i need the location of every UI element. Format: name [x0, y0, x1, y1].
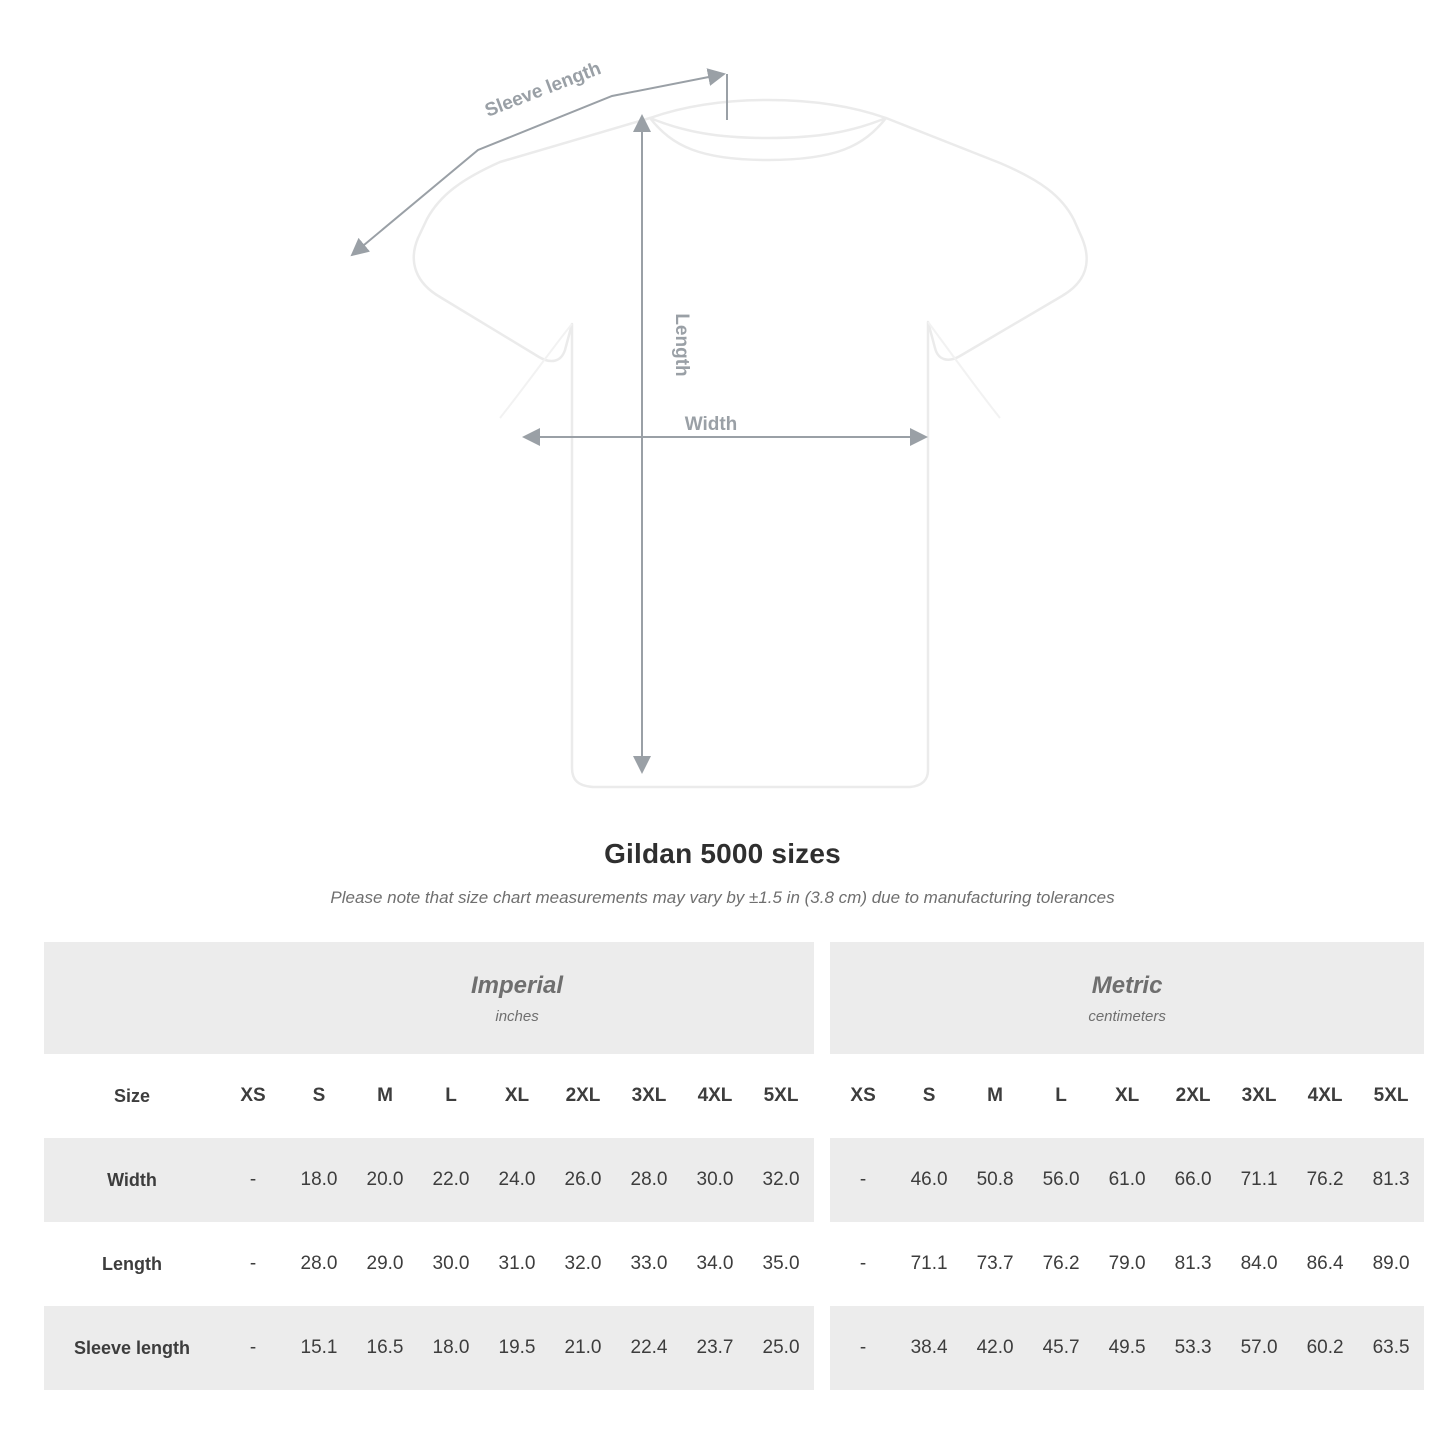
cell-width-imperial-xl: 24.0	[484, 1138, 550, 1222]
cell-width-imperial-m: 20.0	[352, 1138, 418, 1222]
cell-width-metric-2xl: 66.0	[1160, 1138, 1226, 1222]
size-col-imperial-4xl: 4XL	[682, 1054, 748, 1138]
cell-length-imperial-4xl: 34.0	[682, 1222, 748, 1306]
cell-sleeve-metric-xl: 49.5	[1094, 1306, 1160, 1390]
unit-name-metric: Metric	[1091, 971, 1163, 999]
size-col-metric-m: M	[962, 1054, 1028, 1138]
size-table	[44, 942, 1424, 1390]
cell-sleeve-imperial-m: 16.5	[352, 1306, 418, 1390]
cell-length-metric-l: 76.2	[1028, 1222, 1094, 1306]
size-col-metric-xl: XL	[1094, 1054, 1160, 1138]
cell-length-imperial-m: 29.0	[352, 1222, 418, 1306]
size-col-imperial-xs: XS	[220, 1054, 286, 1138]
cell-length-metric-xs: -	[830, 1222, 896, 1306]
size-col-metric-4xl: 4XL	[1292, 1054, 1358, 1138]
unit-head-imperial	[220, 942, 814, 1054]
cell-sleeve-metric-l: 45.7	[1028, 1306, 1094, 1390]
cell-sleeve-imperial-5xl: 25.0	[748, 1306, 814, 1390]
cell-width-metric-5xl: 81.3	[1358, 1138, 1424, 1222]
cell-length-metric-4xl: 86.4	[1292, 1222, 1358, 1306]
cell-length-imperial-2xl: 32.0	[550, 1222, 616, 1306]
cell-sleeve-imperial-3xl: 22.4	[616, 1306, 682, 1390]
cell-width-metric-m: 50.8	[962, 1138, 1028, 1222]
cell-sleeve-imperial-4xl: 23.7	[682, 1306, 748, 1390]
table-row	[44, 1138, 1424, 1222]
cell-sleeve-imperial-xl: 19.5	[484, 1306, 550, 1390]
cell-width-imperial-3xl: 28.0	[616, 1138, 682, 1222]
sleeve-length-label: Sleeve length	[482, 58, 604, 122]
cell-sleeve-imperial-2xl: 21.0	[550, 1306, 616, 1390]
length-label: Length	[671, 313, 692, 377]
size-col-imperial-l: L	[418, 1054, 484, 1138]
size-col-metric-5xl: 5XL	[1358, 1054, 1424, 1138]
size-col-imperial-2xl: 2XL	[550, 1054, 616, 1138]
tolerance-note: Please note that size chart measurements may vary by ±1.5 in (3.8 cm) due to manufacturing tolerances	[330, 888, 1115, 907]
size-col-imperial-3xl: 3XL	[616, 1054, 682, 1138]
cell-sleeve-imperial-l: 18.0	[418, 1306, 484, 1390]
unit-head-metric	[830, 942, 1424, 1054]
cell-sleeve-imperial-s: 15.1	[286, 1306, 352, 1390]
cell-sleeve-metric-m: 42.0	[962, 1306, 1028, 1390]
cell-length-imperial-s: 28.0	[286, 1222, 352, 1306]
cell-width-metric-3xl: 71.1	[1226, 1138, 1292, 1222]
cell-width-metric-4xl: 76.2	[1292, 1138, 1358, 1222]
size-col-metric-3xl: 3XL	[1226, 1054, 1292, 1138]
cell-width-imperial-xs: -	[220, 1138, 286, 1222]
cell-length-imperial-xl: 31.0	[484, 1222, 550, 1306]
cell-length-metric-s: 71.1	[896, 1222, 962, 1306]
size-col-metric-2xl: 2XL	[1160, 1054, 1226, 1138]
row-gap-sleeve	[814, 1306, 830, 1390]
title-block	[0, 838, 1445, 908]
size-col-metric-xs: XS	[830, 1054, 896, 1138]
cell-length-metric-xl: 79.0	[1094, 1222, 1160, 1306]
cell-length-imperial-xs: -	[220, 1222, 286, 1306]
size-header-row	[44, 1054, 1424, 1138]
size-col-metric-s: S	[896, 1054, 962, 1138]
size-col-metric-l: L	[1028, 1054, 1094, 1138]
unit-head-gap	[814, 942, 830, 1054]
size-col-imperial-m: M	[352, 1054, 418, 1138]
cell-sleeve-metric-4xl: 60.2	[1292, 1306, 1358, 1390]
cell-length-metric-3xl: 84.0	[1226, 1222, 1292, 1306]
table-row	[44, 1306, 1424, 1390]
unit-head-spacer	[44, 942, 220, 1054]
cell-sleeve-metric-5xl: 63.5	[1358, 1306, 1424, 1390]
cell-length-imperial-5xl: 35.0	[748, 1222, 814, 1306]
cell-sleeve-imperial-xs: -	[220, 1306, 286, 1390]
cell-width-metric-xl: 61.0	[1094, 1138, 1160, 1222]
cell-length-imperial-3xl: 33.0	[616, 1222, 682, 1306]
cell-sleeve-metric-2xl: 53.3	[1160, 1306, 1226, 1390]
cell-width-imperial-s: 18.0	[286, 1138, 352, 1222]
cell-width-metric-xs: -	[830, 1138, 896, 1222]
row-label-width: Width	[44, 1138, 220, 1222]
size-header-gap	[814, 1054, 830, 1138]
page-title: Gildan 5000 sizes	[604, 838, 841, 869]
unit-sub-metric: centimeters	[1088, 1007, 1166, 1025]
unit-header-row	[44, 942, 1424, 1054]
size-table-wrapper	[44, 942, 1410, 1390]
cell-width-metric-l: 56.0	[1028, 1138, 1094, 1222]
cell-length-metric-m: 73.7	[962, 1222, 1028, 1306]
size-col-imperial-xl: XL	[484, 1054, 550, 1138]
size-col-imperial-s: S	[286, 1054, 352, 1138]
cell-width-imperial-4xl: 30.0	[682, 1138, 748, 1222]
size-col-imperial-5xl: 5XL	[748, 1054, 814, 1138]
cell-sleeve-metric-xs: -	[830, 1306, 896, 1390]
cell-length-imperial-l: 30.0	[418, 1222, 484, 1306]
unit-name-imperial: Imperial	[471, 971, 564, 999]
cell-width-imperial-5xl: 32.0	[748, 1138, 814, 1222]
row-gap-length	[814, 1222, 830, 1306]
row-gap-width	[814, 1138, 830, 1222]
row-label-sleeve-length: Sleeve length	[44, 1306, 220, 1390]
size-header-label: Size	[44, 1054, 220, 1138]
width-label: Width	[684, 414, 738, 435]
cell-width-metric-s: 46.0	[896, 1138, 962, 1222]
cell-sleeve-metric-3xl: 57.0	[1226, 1306, 1292, 1390]
unit-sub-imperial: inches	[495, 1007, 539, 1025]
row-label-length: Length	[44, 1222, 220, 1306]
table-row	[44, 1222, 1424, 1306]
cell-width-imperial-2xl: 26.0	[550, 1138, 616, 1222]
cell-sleeve-metric-s: 38.4	[896, 1306, 962, 1390]
cell-length-metric-5xl: 89.0	[1358, 1222, 1424, 1306]
cell-length-metric-2xl: 81.3	[1160, 1222, 1226, 1306]
tshirt-shape	[414, 100, 1087, 787]
cell-width-imperial-l: 22.0	[418, 1138, 484, 1222]
